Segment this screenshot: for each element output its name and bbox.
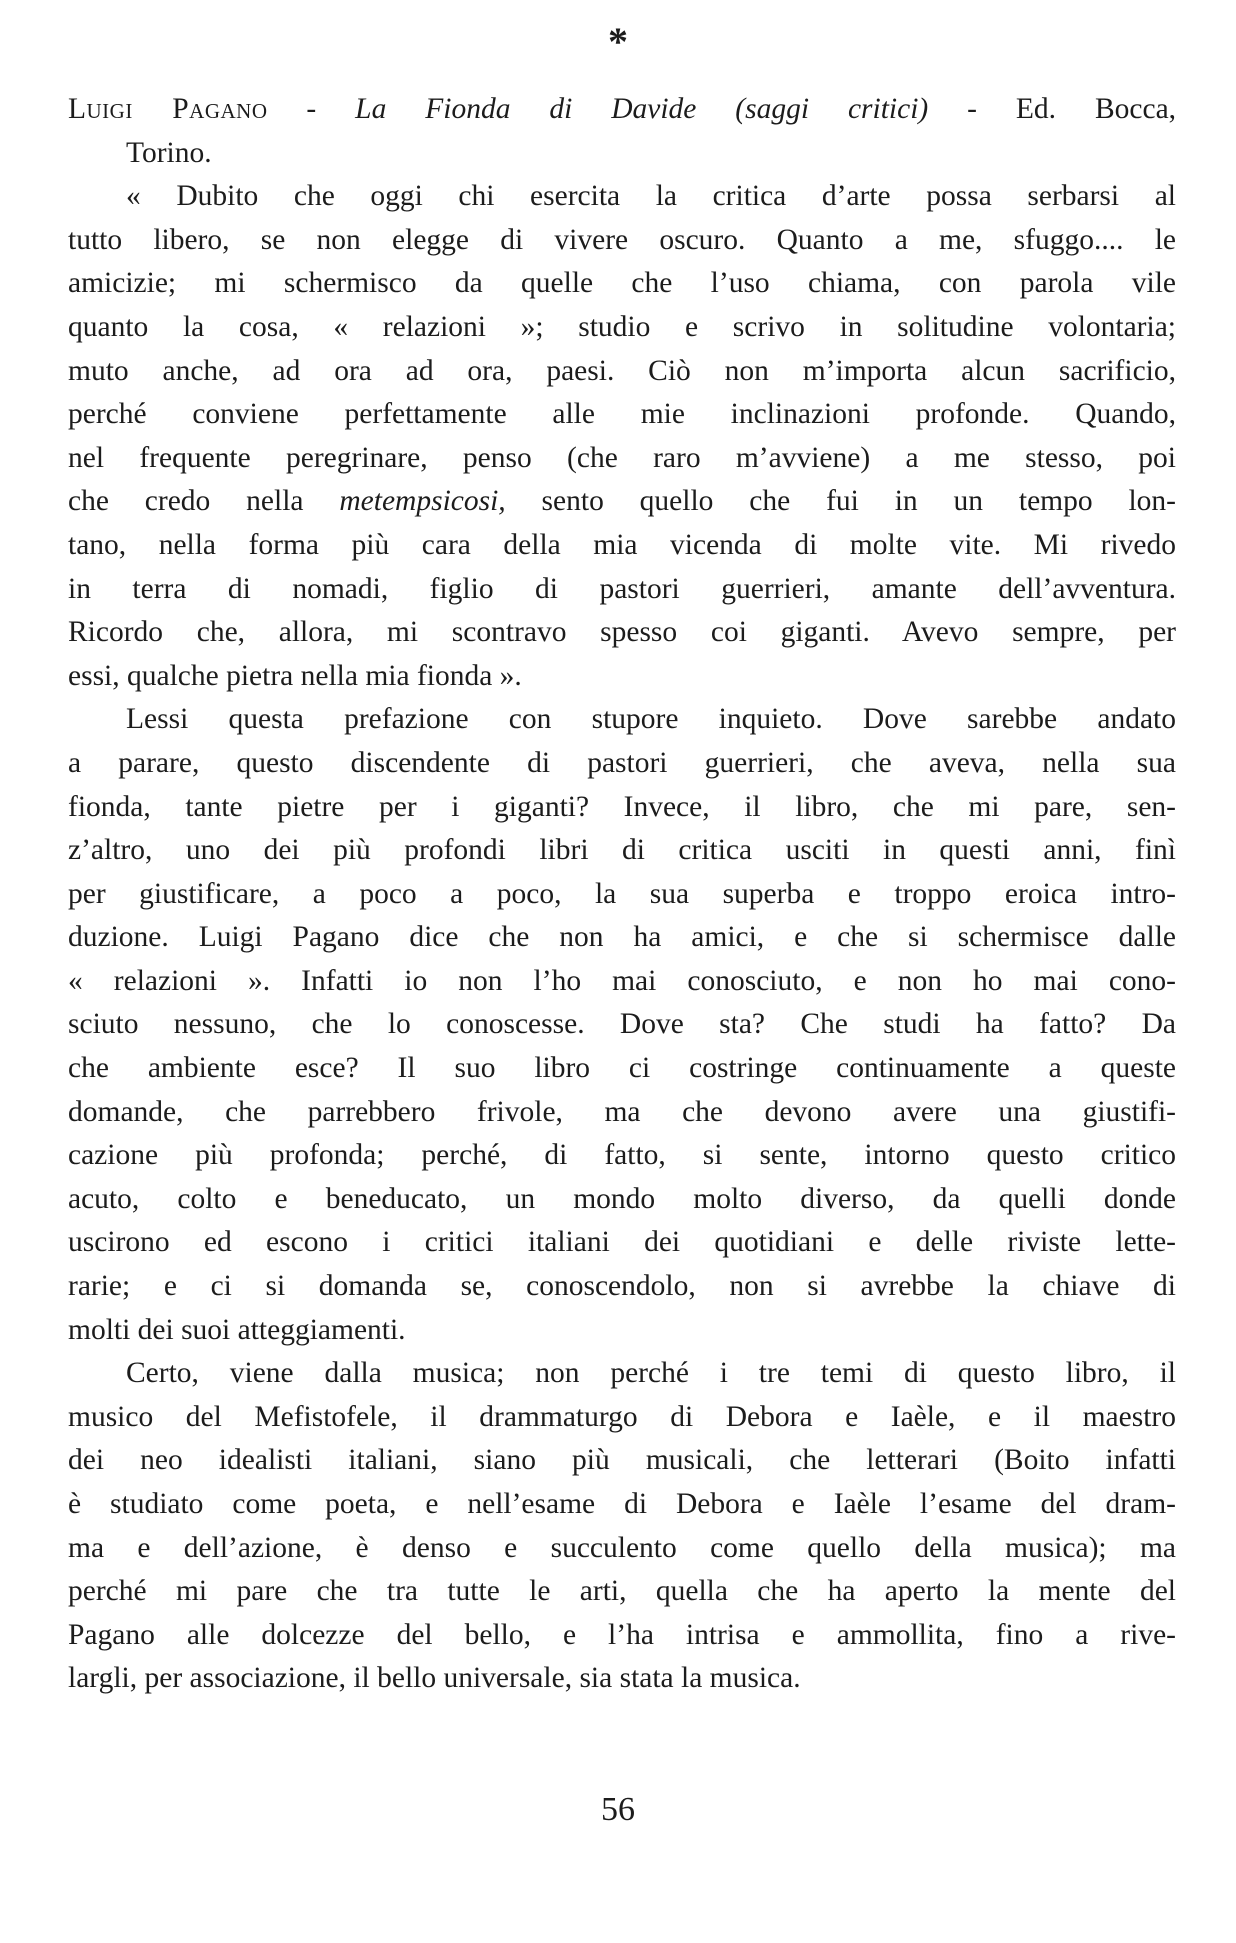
- text-line: Ricordo che, allora, mi scontravo spesso coi giganti. Avevo sempre, per: [68, 616, 1176, 649]
- section-asterisk: *: [608, 19, 628, 64]
- text-line: z’altro, uno dei più profondi libri di critica usciti in questi anni, finì: [68, 834, 1176, 867]
- heading-line-2: [68, 132, 1176, 176]
- text-line: duzione. Luigi Pagano dice che non ha amici, e che si schermisce dalle: [68, 921, 1176, 954]
- publisher: Ed. Bocca,: [1015, 93, 1177, 125]
- heading-separator: -: [967, 93, 977, 125]
- text-line: rarie; e ci si domanda se, conoscendolo, non si avrebbe la chiave di: [68, 1270, 1176, 1303]
- text-line: quanto la cosa, « relazioni »; studio e scrivo in solitudine volontaria;: [68, 310, 1176, 343]
- text-line: cazione più profonda; perché, di fatto, si sente, intorno questo critico: [68, 1139, 1176, 1172]
- text-line: per giustificare, a poco a poco, la sua superba e troppo eroica intro-: [68, 877, 1176, 910]
- text-line: è studiato come poeta, e nell’esame di Debora e Iaèle l’esame del dram-: [68, 1488, 1176, 1520]
- page-number: 56: [601, 1791, 635, 1828]
- heading-line-1: [68, 88, 1176, 132]
- paragraph-1: [68, 175, 1176, 698]
- text-line: largli, per associazione, il bello universale, sia stata la musica.: [68, 1662, 801, 1695]
- text-line: perché conviene perfettamente alle mie inclinazioni profonde. Quando,: [68, 398, 1176, 431]
- text-line: fionda, tante pietre per i giganti? Invece, il libro, che mi pare, sen-: [68, 790, 1176, 823]
- italic-word: metempsicosi,: [339, 485, 506, 518]
- text-line: musico del Mefistofele, il drammaturgo di Debora e Iaèle, e il maestro: [68, 1400, 1176, 1433]
- text-line: nel frequente peregrinare, penso (che raro m’avviene) a me stesso, poi: [68, 441, 1176, 474]
- text-line: domande, che parrebbero frivole, ma che devono avere una giustifi-: [68, 1095, 1176, 1128]
- review-text: [68, 88, 1176, 1701]
- text-line-with-italic: che credo nella metempsicosi, sento quello che fui in un tempo lon-: [68, 485, 1176, 518]
- text-line: acuto, colto e beneducato, un mondo molto diverso, da quelli donde: [68, 1182, 1176, 1215]
- publisher-city: Torino.: [126, 136, 212, 169]
- text-line: sciuto nessuno, che lo conoscesse. Dove sta? Che studi ha fatto? Da: [68, 1008, 1176, 1041]
- text-line: in terra di nomadi, figlio di pastori guerrieri, amante dell’avventura.: [68, 572, 1176, 605]
- text-line: « Dubito che oggi chi esercita la critica d’arte possa serbarsi al: [126, 180, 1176, 213]
- text-line: tano, nella forma più cara della mia vicenda di molte vite. Mi rivedo: [68, 528, 1176, 561]
- text-line: essi, qualche pietra nella mia fionda ».: [68, 659, 522, 692]
- paragraph-3: [68, 1352, 1176, 1701]
- author-name: Luigi Pagano: [68, 93, 268, 125]
- text-line: perché mi pare che tra tutte le arti, quella che ha aperto la mente del: [68, 1575, 1176, 1608]
- text-line: uscirono ed escono i critici italiani dei quotidiani e delle riviste lette-: [68, 1226, 1176, 1259]
- text-line: muto anche, ad ora ad ora, paesi. Ciò non m’importa alcun sacrificio,: [68, 354, 1176, 387]
- book-title: La Fionda di Davide (saggi critici): [355, 93, 929, 125]
- text-line: amicizie; mi schermisco da quelle che l’uso chiama, con parola vile: [68, 267, 1176, 300]
- text-line: dei neo idealisti italiani, siano più musicali, che letterari (Boito infatti: [68, 1444, 1176, 1477]
- text-line: Certo, viene dalla musica; non perché i tre temi di questo libro, il: [126, 1357, 1176, 1390]
- paragraph-2: [68, 698, 1176, 1352]
- text-line: « relazioni ». Infatti io non l’ho mai conosciuto, e non ho mai cono-: [68, 964, 1176, 997]
- text-line: che ambiente esce? Il suo libro ci costringe continuamente a queste: [68, 1052, 1176, 1085]
- text-line: a parare, questo discendente di pastori guerrieri, che aveva, nella sua: [68, 746, 1176, 779]
- text-line: tutto libero, se non elegge di vivere oscuro. Quanto a me, sfuggo.... le: [68, 223, 1176, 256]
- text-line: molti dei suoi atteggiamenti.: [68, 1313, 406, 1346]
- text-line: ma e dell’azione, è denso e succulento come quello della musica); ma: [68, 1531, 1176, 1564]
- text-line: Pagano alle dolcezze del bello, e l’ha intrisa e ammollita, fino a rive-: [68, 1618, 1176, 1651]
- heading-separator: -: [306, 93, 317, 125]
- text-line: Lessi questa prefazione con stupore inquieto. Dove sarebbe andato: [126, 703, 1176, 736]
